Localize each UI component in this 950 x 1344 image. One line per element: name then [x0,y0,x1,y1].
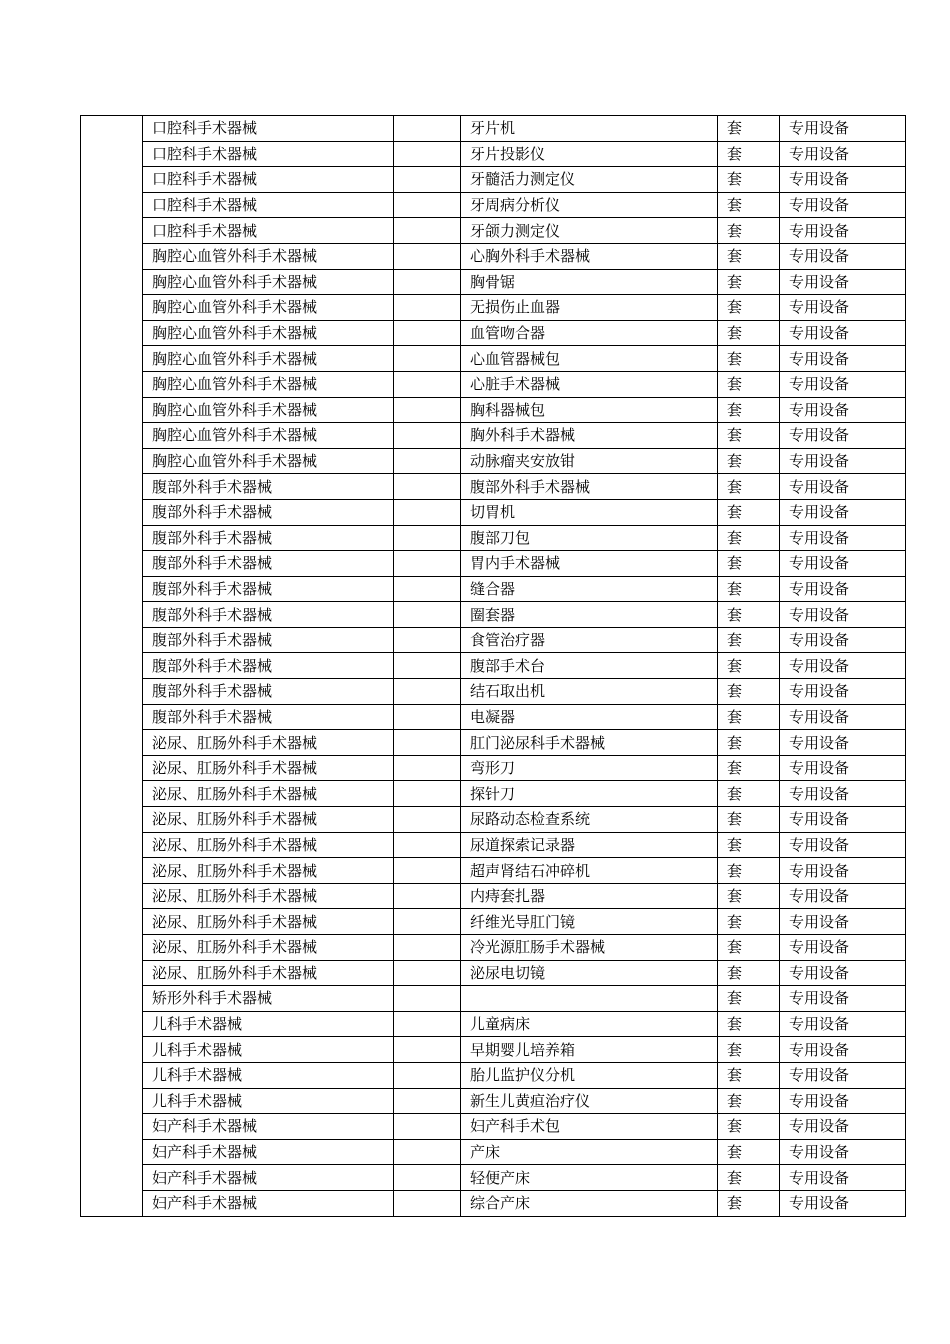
table-row [81,1088,906,1114]
item-name-cell: 尿路动态检查系统 [461,807,718,833]
category-cell: 胸腔心血管外科手术器械 [143,320,394,346]
unit-cell: 套 [718,243,780,269]
table-row [81,141,906,167]
spec-cell [394,807,461,833]
item-name-cell: 新生儿黄疸治疗仪 [461,1088,718,1114]
spec-cell [394,269,461,295]
unit-cell: 套 [718,730,780,756]
item-name-cell: 心脏手术器械 [461,371,718,397]
equipment-type-cell: 专用设备 [780,858,906,884]
unit-cell: 套 [718,1011,780,1037]
item-name-cell: 腹部手术台 [461,653,718,679]
category-cell: 儿科手术器械 [143,1011,394,1037]
spec-cell [394,423,461,449]
unit-cell: 套 [718,269,780,295]
table-row [81,653,906,679]
spec-cell [394,320,461,346]
table-row [81,243,906,269]
item-name-cell: 儿童病床 [461,1011,718,1037]
equipment-type-cell: 专用设备 [780,1139,906,1165]
unit-cell: 套 [718,986,780,1012]
spec-cell [394,1114,461,1140]
category-cell: 泌尿、肛肠外科手术器械 [143,960,394,986]
spec-cell [394,935,461,961]
item-name-cell: 胸骨锯 [461,269,718,295]
equipment-type-cell: 专用设备 [780,781,906,807]
equipment-type-cell: 专用设备 [780,1037,906,1063]
equipment-type-cell: 专用设备 [780,1114,906,1140]
spec-cell [394,858,461,884]
spec-cell [394,397,461,423]
equipment-type-cell: 专用设备 [780,346,906,372]
equipment-type-cell: 专用设备 [780,704,906,730]
equipment-table-container [80,115,905,1217]
unit-cell: 套 [718,1165,780,1191]
table-row [81,1165,906,1191]
item-name-cell: 腹部刀包 [461,525,718,551]
equipment-type-cell: 专用设备 [780,1190,906,1216]
item-name-cell: 心胸外科手术器械 [461,243,718,269]
item-name-cell: 胸外科手术器械 [461,423,718,449]
item-name-cell: 肛门泌尿科手术器械 [461,730,718,756]
category-cell: 口腔科手术器械 [143,192,394,218]
item-name-cell: 牙周病分析仪 [461,192,718,218]
unit-cell: 套 [718,1062,780,1088]
spec-cell [394,909,461,935]
table-row [81,730,906,756]
category-cell: 泌尿、肛肠外科手术器械 [143,883,394,909]
table-row [81,960,906,986]
category-cell: 胸腔心血管外科手术器械 [143,371,394,397]
unit-cell: 套 [718,116,780,142]
merged-index-cell [81,116,143,1217]
category-cell: 儿科手术器械 [143,1037,394,1063]
item-name-cell: 胸科器械包 [461,397,718,423]
unit-cell: 套 [718,397,780,423]
item-name-cell: 超声肾结石冲碎机 [461,858,718,884]
equipment-type-cell: 专用设备 [780,883,906,909]
category-cell: 胸腔心血管外科手术器械 [143,448,394,474]
spec-cell [394,602,461,628]
equipment-type-cell: 专用设备 [780,295,906,321]
category-cell: 胸腔心血管外科手术器械 [143,295,394,321]
category-cell: 口腔科手术器械 [143,167,394,193]
category-cell: 泌尿、肛肠外科手术器械 [143,909,394,935]
category-cell: 儿科手术器械 [143,1062,394,1088]
category-cell: 泌尿、肛肠外科手术器械 [143,832,394,858]
unit-cell: 套 [718,627,780,653]
unit-cell: 套 [718,807,780,833]
unit-cell: 套 [718,1139,780,1165]
table-row [81,1190,906,1216]
unit-cell: 套 [718,474,780,500]
equipment-type-cell: 专用设备 [780,1011,906,1037]
spec-cell [394,243,461,269]
equipment-type-cell: 专用设备 [780,448,906,474]
equipment-type-cell: 专用设备 [780,755,906,781]
category-cell: 胸腔心血管外科手术器械 [143,269,394,295]
category-cell: 妇产科手术器械 [143,1165,394,1191]
item-name-cell: 探针刀 [461,781,718,807]
table-row [81,909,906,935]
table-row [81,755,906,781]
unit-cell: 套 [718,1088,780,1114]
spec-cell [394,499,461,525]
category-cell: 妇产科手术器械 [143,1190,394,1216]
category-cell: 口腔科手术器械 [143,141,394,167]
spec-cell [394,192,461,218]
spec-cell [394,653,461,679]
unit-cell: 套 [718,1037,780,1063]
table-row [81,499,906,525]
equipment-type-cell: 专用设备 [780,397,906,423]
equipment-type-cell: 专用设备 [780,243,906,269]
unit-cell: 套 [718,755,780,781]
table-row [81,448,906,474]
spec-cell [394,346,461,372]
item-name-cell: 动脉瘤夹安放钳 [461,448,718,474]
equipment-type-cell: 专用设备 [780,525,906,551]
equipment-type-cell: 专用设备 [780,1062,906,1088]
unit-cell: 套 [718,295,780,321]
equipment-table [80,115,906,1217]
unit-cell: 套 [718,525,780,551]
unit-cell: 套 [718,371,780,397]
category-cell: 胸腔心血管外科手术器械 [143,346,394,372]
unit-cell: 套 [718,781,780,807]
category-cell: 妇产科手术器械 [143,1139,394,1165]
equipment-type-cell: 专用设备 [780,218,906,244]
spec-cell [394,525,461,551]
spec-cell [394,167,461,193]
spec-cell [394,832,461,858]
category-cell: 胸腔心血管外科手术器械 [143,397,394,423]
item-name-cell: 心血管器械包 [461,346,718,372]
equipment-type-cell: 专用设备 [780,909,906,935]
category-cell: 腹部外科手术器械 [143,679,394,705]
equipment-type-cell: 专用设备 [780,116,906,142]
unit-cell: 套 [718,167,780,193]
equipment-type-cell: 专用设备 [780,320,906,346]
category-cell: 矫形外科手术器械 [143,986,394,1012]
table-row [81,320,906,346]
table-row [81,295,906,321]
equipment-type-cell: 专用设备 [780,730,906,756]
spec-cell [394,986,461,1012]
spec-cell [394,1190,461,1216]
item-name-cell: 冷光源肛肠手术器械 [461,935,718,961]
table-row [81,627,906,653]
spec-cell [394,295,461,321]
equipment-type-cell: 专用设备 [780,653,906,679]
table-row [81,1037,906,1063]
table-row [81,807,906,833]
equipment-type-cell: 专用设备 [780,679,906,705]
category-cell: 腹部外科手术器械 [143,474,394,500]
spec-cell [394,679,461,705]
table-body [81,116,906,1217]
item-name-cell: 血管吻合器 [461,320,718,346]
spec-cell [394,141,461,167]
category-cell: 泌尿、肛肠外科手术器械 [143,858,394,884]
equipment-type-cell: 专用设备 [780,627,906,653]
unit-cell: 套 [718,602,780,628]
table-row [81,192,906,218]
spec-cell [394,704,461,730]
category-cell: 腹部外科手术器械 [143,627,394,653]
spec-cell [394,1139,461,1165]
item-name-cell: 电凝器 [461,704,718,730]
table-row [81,551,906,577]
item-name-cell: 缝合器 [461,576,718,602]
equipment-type-cell: 专用设备 [780,371,906,397]
spec-cell [394,1088,461,1114]
category-cell: 腹部外科手术器械 [143,499,394,525]
table-row [81,269,906,295]
table-row [81,1011,906,1037]
equipment-type-cell: 专用设备 [780,986,906,1012]
table-row [81,704,906,730]
equipment-type-cell: 专用设备 [780,1088,906,1114]
item-name-cell: 弯形刀 [461,755,718,781]
table-row [81,858,906,884]
item-name-cell: 牙片机 [461,116,718,142]
table-row [81,781,906,807]
category-cell: 腹部外科手术器械 [143,602,394,628]
unit-cell: 套 [718,1114,780,1140]
category-cell: 胸腔心血管外科手术器械 [143,423,394,449]
spec-cell [394,730,461,756]
item-name-cell: 无损伤止血器 [461,295,718,321]
equipment-type-cell: 专用设备 [780,576,906,602]
table-row [81,397,906,423]
spec-cell [394,1037,461,1063]
unit-cell: 套 [718,576,780,602]
equipment-type-cell: 专用设备 [780,935,906,961]
unit-cell: 套 [718,883,780,909]
equipment-type-cell: 专用设备 [780,499,906,525]
spec-cell [394,116,461,142]
category-cell: 儿科手术器械 [143,1088,394,1114]
item-name-cell: 纤维光导肛门镜 [461,909,718,935]
item-name-cell: 尿道探索记录器 [461,832,718,858]
table-row [81,474,906,500]
category-cell: 腹部外科手术器械 [143,704,394,730]
table-row [81,679,906,705]
category-cell: 泌尿、肛肠外科手术器械 [143,935,394,961]
item-name-cell: 内痔套扎器 [461,883,718,909]
item-name-cell: 食管治疗器 [461,627,718,653]
category-cell: 妇产科手术器械 [143,1114,394,1140]
unit-cell: 套 [718,832,780,858]
table-row [81,525,906,551]
equipment-type-cell: 专用设备 [780,269,906,295]
item-name-cell: 牙髓活力测定仪 [461,167,718,193]
equipment-type-cell: 专用设备 [780,474,906,500]
equipment-type-cell: 专用设备 [780,807,906,833]
table-row [81,576,906,602]
table-row [81,346,906,372]
equipment-type-cell: 专用设备 [780,192,906,218]
unit-cell: 套 [718,704,780,730]
table-row [81,602,906,628]
item-name-cell: 结石取出机 [461,679,718,705]
item-name-cell: 早期婴儿培养箱 [461,1037,718,1063]
table-row [81,371,906,397]
spec-cell [394,371,461,397]
category-cell: 口腔科手术器械 [143,218,394,244]
table-row [81,1114,906,1140]
category-cell: 口腔科手术器械 [143,116,394,142]
spec-cell [394,1165,461,1191]
table-row [81,167,906,193]
spec-cell [394,883,461,909]
category-cell: 泌尿、肛肠外科手术器械 [143,781,394,807]
item-name-cell: 综合产床 [461,1190,718,1216]
unit-cell: 套 [718,909,780,935]
category-cell: 腹部外科手术器械 [143,551,394,577]
table-row [81,832,906,858]
equipment-type-cell: 专用设备 [780,1165,906,1191]
spec-cell [394,1062,461,1088]
category-cell: 腹部外科手术器械 [143,653,394,679]
item-name-cell: 泌尿电切镜 [461,960,718,986]
spec-cell [394,960,461,986]
equipment-type-cell: 专用设备 [780,167,906,193]
item-name-cell: 圈套器 [461,602,718,628]
spec-cell [394,474,461,500]
item-name-cell: 牙片投影仪 [461,141,718,167]
equipment-type-cell: 专用设备 [780,960,906,986]
item-name-cell: 切胃机 [461,499,718,525]
spec-cell [394,551,461,577]
item-name-cell: 产床 [461,1139,718,1165]
table-row [81,883,906,909]
unit-cell: 套 [718,679,780,705]
table-row [81,935,906,961]
spec-cell [394,448,461,474]
table-row [81,218,906,244]
item-name-cell: 腹部外科手术器械 [461,474,718,500]
table-row [81,986,906,1012]
unit-cell: 套 [718,218,780,244]
item-name-cell [461,986,718,1012]
category-cell: 泌尿、肛肠外科手术器械 [143,730,394,756]
unit-cell: 套 [718,551,780,577]
item-name-cell: 牙颌力测定仪 [461,218,718,244]
category-cell: 腹部外科手术器械 [143,525,394,551]
spec-cell [394,627,461,653]
table-row [81,1139,906,1165]
unit-cell: 套 [718,935,780,961]
unit-cell: 套 [718,192,780,218]
unit-cell: 套 [718,320,780,346]
unit-cell: 套 [718,423,780,449]
item-name-cell: 轻便产床 [461,1165,718,1191]
category-cell: 胸腔心血管外科手术器械 [143,243,394,269]
table-row [81,423,906,449]
unit-cell: 套 [718,960,780,986]
spec-cell [394,781,461,807]
unit-cell: 套 [718,858,780,884]
spec-cell [394,1011,461,1037]
unit-cell: 套 [718,499,780,525]
item-name-cell: 妇产科手术包 [461,1114,718,1140]
spec-cell [394,218,461,244]
item-name-cell: 胎儿监护仪分机 [461,1062,718,1088]
equipment-type-cell: 专用设备 [780,602,906,628]
equipment-type-cell: 专用设备 [780,423,906,449]
table-row [81,1062,906,1088]
equipment-type-cell: 专用设备 [780,141,906,167]
unit-cell: 套 [718,141,780,167]
unit-cell: 套 [718,653,780,679]
category-cell: 腹部外科手术器械 [143,576,394,602]
equipment-type-cell: 专用设备 [780,551,906,577]
equipment-type-cell: 专用设备 [780,832,906,858]
table-row [81,116,906,142]
category-cell: 泌尿、肛肠外科手术器械 [143,755,394,781]
unit-cell: 套 [718,448,780,474]
unit-cell: 套 [718,346,780,372]
category-cell: 泌尿、肛肠外科手术器械 [143,807,394,833]
item-name-cell: 胃内手术器械 [461,551,718,577]
spec-cell [394,755,461,781]
unit-cell: 套 [718,1190,780,1216]
spec-cell [394,576,461,602]
